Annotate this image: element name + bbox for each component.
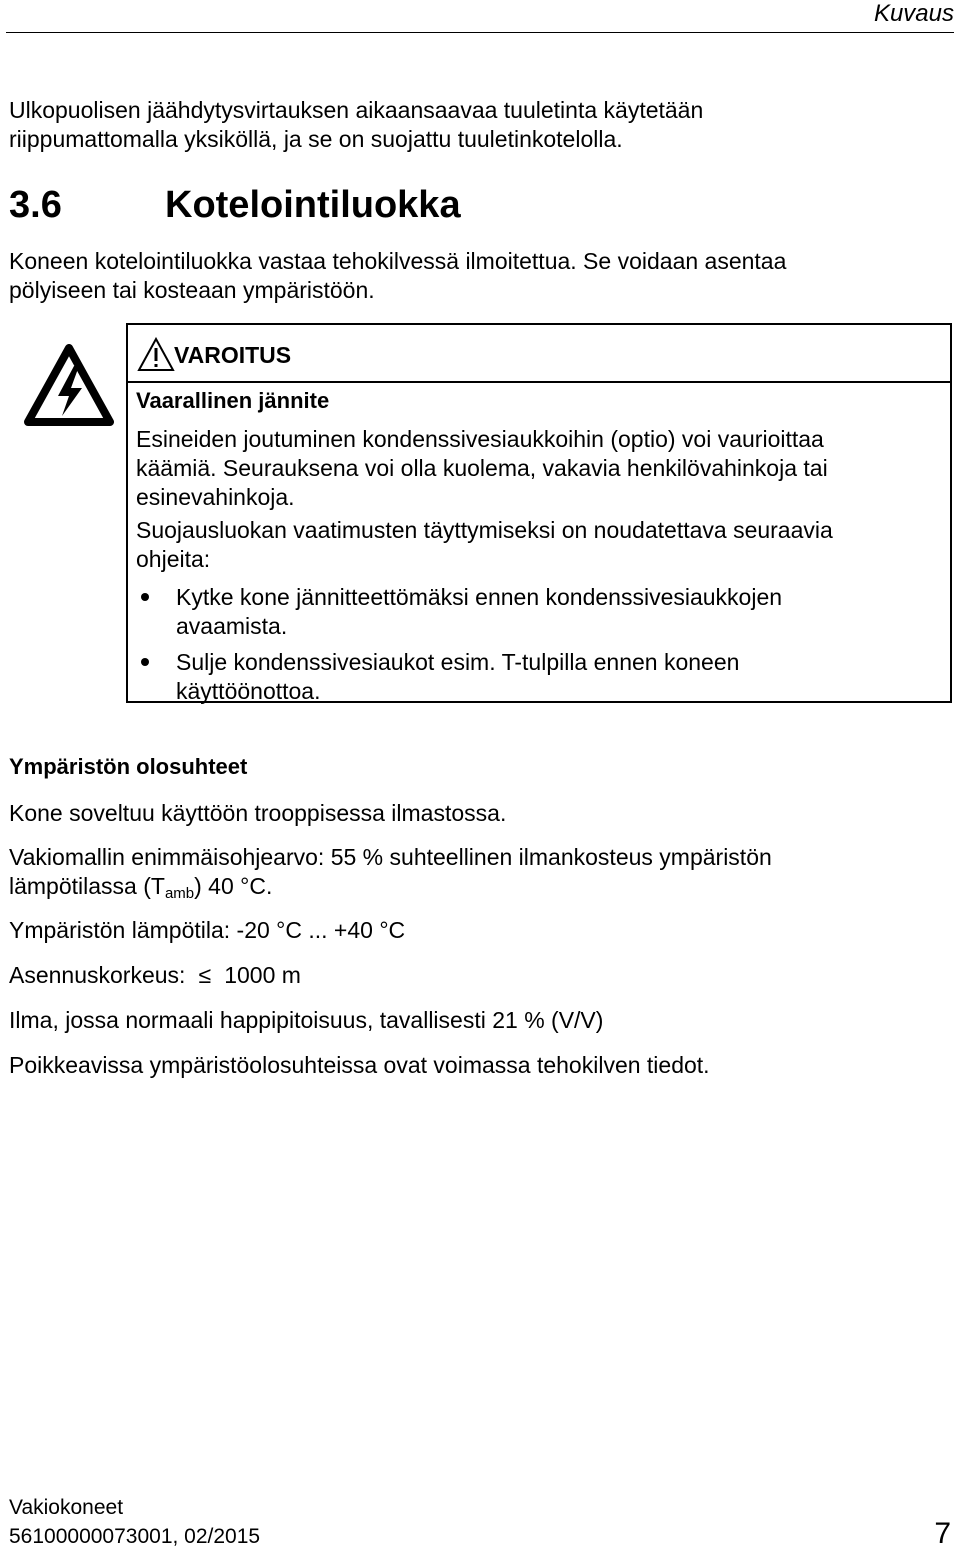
warning-text-1-line-3: esinevahinkoja. xyxy=(136,484,295,510)
list-item-text xyxy=(176,648,876,706)
intro-line-2: riippumattomalla yksiköllä, ja se on suojattu tuuletinkotelolla. xyxy=(9,126,623,152)
warning-box xyxy=(126,323,952,703)
list-item-text xyxy=(176,583,876,641)
section-line-1: Koneen kotelointiluokka vastaa tehokilvessä ilmoitettua. Se voidaan asentaa xyxy=(9,248,787,274)
warning-text-2 xyxy=(136,516,936,574)
warning-text-1-line-2: käämiä. Seurauksena voi olla kuolema, vakavia henkilövahinkoja tai xyxy=(136,455,828,481)
bullet-icon xyxy=(141,658,149,666)
temp-text-pre: lämpötilassa (T xyxy=(9,873,165,899)
warning-header xyxy=(128,325,950,383)
list-item-line-2: avaamista. xyxy=(176,613,288,639)
warning-text-2-line-1: Suojausluokan vaatimusten täyttymiseksi on noudatettava seuraavia xyxy=(136,517,833,543)
page-number: 7 xyxy=(934,1517,951,1550)
section-number: 3.6 xyxy=(9,184,62,226)
section-line-2: pölyiseen tai kosteaan ympäristöön. xyxy=(9,277,375,303)
warning-subtitle: Vaarallinen jännite xyxy=(136,388,330,413)
section-heading xyxy=(9,184,461,227)
list-item-line-1: Sulje kondenssivesiaukot esim. T-tulpilla ennen koneen xyxy=(176,649,740,675)
environment-line-3: Ympäristön lämpötila: -20 °C ... +40 °C xyxy=(9,917,406,943)
warning-text-1-line-1: Esineiden joutuminen kondenssivesiaukkoihin (optio) voi vaurioittaa xyxy=(136,426,824,452)
environment-line-2a: Vakiomallin enimmäisohjearvo: 55 % suhteellinen ilmankosteus ympäristön xyxy=(9,844,772,870)
header-divider xyxy=(6,32,954,33)
less-equal-symbol: ≤ xyxy=(198,962,212,988)
warning-triangle-icon xyxy=(137,337,175,372)
environment-line-2b xyxy=(9,872,929,904)
altitude-label: Asennuskorkeus: xyxy=(9,962,186,988)
amb-subscript: amb xyxy=(164,885,195,902)
intro-paragraph xyxy=(9,96,929,154)
environment-line-1: Kone soveltuu käyttöön trooppisessa ilmastossa. xyxy=(9,800,507,826)
altitude-value: 1000 m xyxy=(224,962,301,988)
environment-heading: Ympäristön olosuhteet xyxy=(9,754,248,779)
list-item-line-1: Kytke kone jännitteettömäksi ennen kondenssivesiaukkojen xyxy=(176,584,783,610)
section-header-label: Kuvaus xyxy=(873,0,954,27)
footer-company: Vakiokoneet xyxy=(9,1496,124,1519)
section-title: Kotelointiluokka xyxy=(165,184,461,226)
warning-text-1 xyxy=(136,425,936,512)
warning-title: VAROITUS xyxy=(174,342,292,368)
environment-line-2 xyxy=(9,843,929,904)
list-item-line-2: käyttöönottoa. xyxy=(176,678,321,704)
section-paragraph xyxy=(9,247,929,305)
temp-text-post: ) 40 °C. xyxy=(194,873,273,899)
electric-hazard-icon xyxy=(24,344,114,426)
environment-line-4 xyxy=(9,961,929,990)
environment-line-6: Poikkeavissa ympäristöolosuhteissa ovat voimassa tehokilven tiedot. xyxy=(9,1052,710,1078)
warning-text-2-line-2: ohjeita: xyxy=(136,546,211,572)
intro-line-1: Ulkopuolisen jäähdytysvirtauksen aikaansaavaa tuuletinta käytetään xyxy=(9,97,704,123)
bullet-icon xyxy=(141,593,149,601)
environment-line-5: Ilma, jossa normaali happipitoisuus, tavallisesti 21 % (V/V) xyxy=(9,1007,604,1033)
footer-document-id: 56100000073001, 02/2015 xyxy=(9,1525,261,1548)
